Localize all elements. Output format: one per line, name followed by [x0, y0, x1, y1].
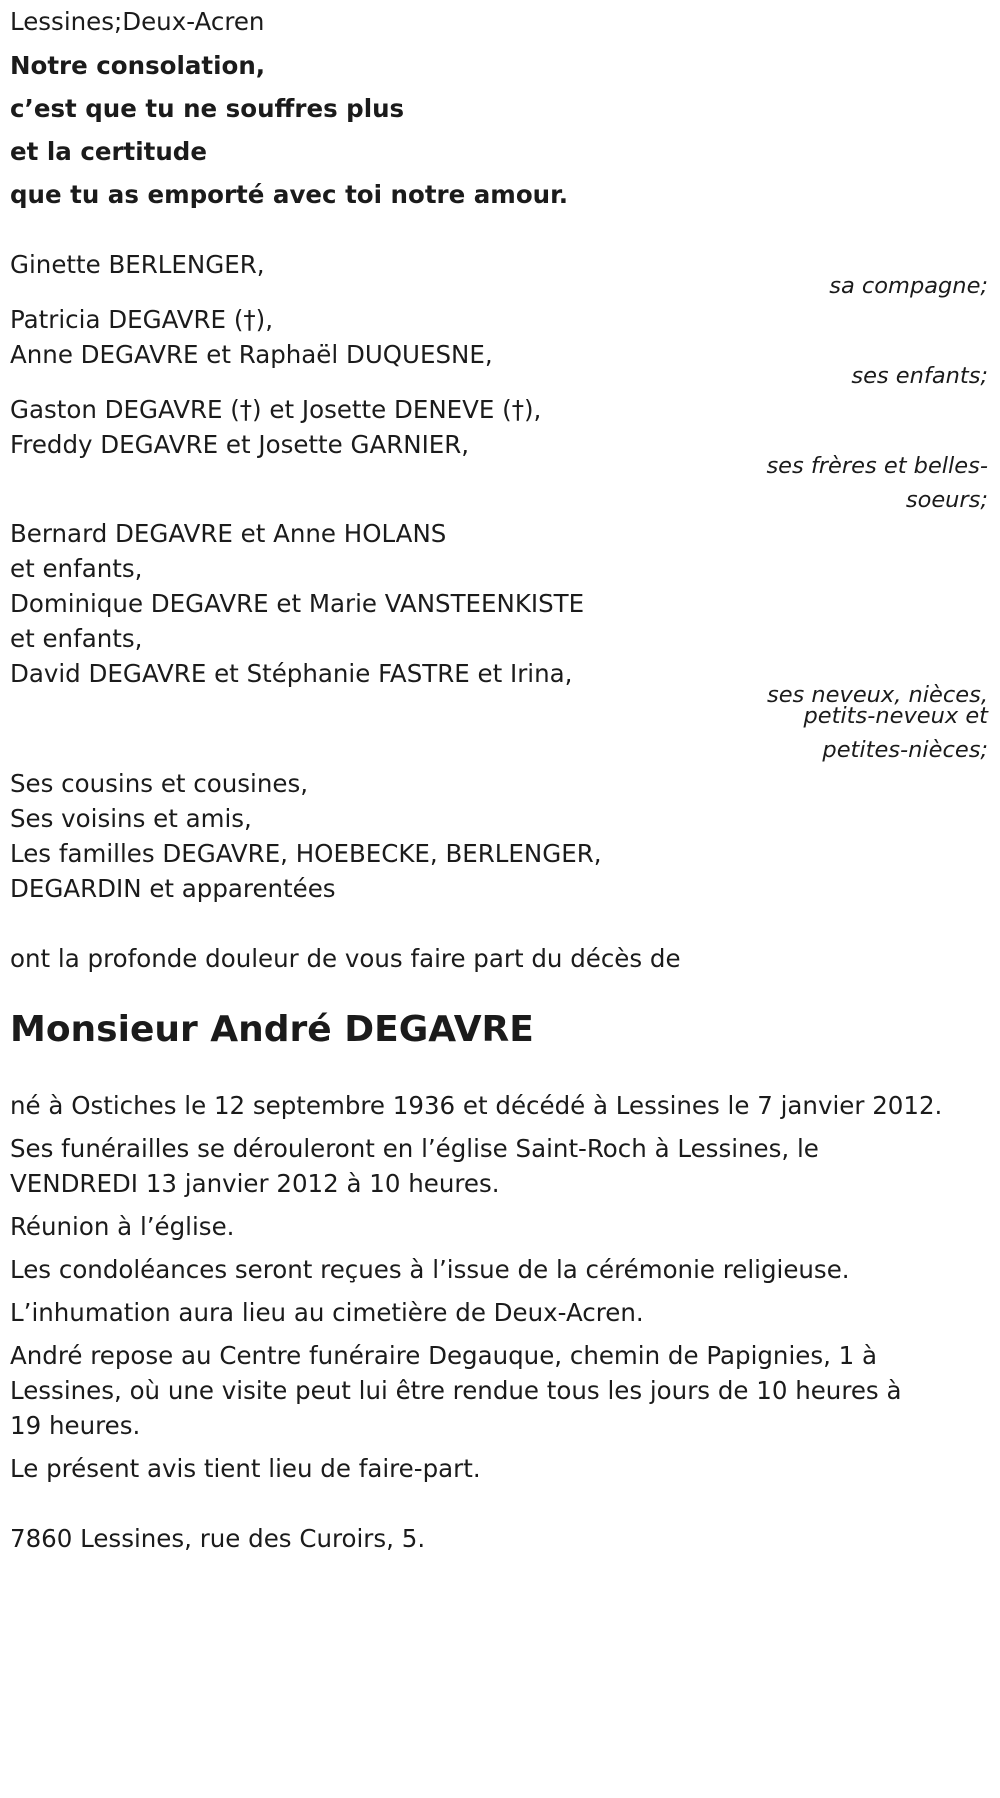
family-name: Ses voisins et amis, — [10, 804, 252, 833]
repose-text: André repose au Centre funéraire Degauque, chemin de Papignies, 1 à — [10, 1341, 878, 1370]
meeting-text: Réunion à l’église. — [10, 1212, 235, 1241]
family-name: Ses cousins et cousines, — [10, 769, 308, 798]
family-name: Dominique DEGAVRE et Marie VANSTEENKISTE — [10, 589, 585, 618]
verse-line: c’est que tu ne souffres plus — [10, 94, 405, 123]
family-name: et enfants, — [10, 624, 143, 653]
family-role: ses neveux, nièces, — [766, 682, 988, 708]
family-name: et enfants, — [10, 554, 143, 583]
family-name: Bernard DEGAVRE et Anne HOLANS — [10, 519, 447, 548]
deceased-name: Monsieur André DEGAVRE — [10, 1009, 534, 1050]
family-role: ses enfants; — [851, 363, 988, 389]
family-name: Gaston DEGAVRE (†) et Josette DENEVE (†), — [10, 395, 542, 424]
family-name: Les familles DEGAVRE, HOEBECKE, BERLENGER, — [10, 839, 602, 868]
location-header: Lessines;Deux-Acren — [10, 7, 265, 36]
family-name: Patricia DEGAVRE (†), — [10, 305, 273, 334]
family-role: ses frères et belles- — [766, 453, 988, 479]
family-role: sa compagne; — [829, 273, 988, 299]
verse-line: Notre consolation, — [10, 51, 266, 80]
condolences-text: Les condoléances seront reçues à l’issue de la cérémonie religieuse. — [10, 1255, 850, 1284]
funeral-text: Ses funérailles se dérouleront en l’église Saint-Roch à Lessines, le — [10, 1134, 819, 1163]
notice-text: Le présent avis tient lieu de faire-part. — [10, 1454, 481, 1483]
family-role: petites-nièces; — [822, 737, 988, 763]
birth-death-text: né à Ostiches le 12 septembre 1936 et décédé à Lessines le 7 janvier 2012. — [10, 1091, 943, 1120]
family-name: Freddy DEGAVRE et Josette GARNIER, — [10, 430, 470, 459]
repose-text: 19 heures. — [10, 1411, 141, 1440]
family-name: Ginette BERLENGER, — [10, 250, 265, 279]
family-name: Anne DEGAVRE et Raphaël DUQUESNE, — [10, 340, 493, 369]
family-name: DEGARDIN et apparentées — [10, 874, 336, 903]
family-role: soeurs; — [905, 487, 988, 513]
announcement-text: ont la profonde douleur de vous faire part du décès de — [10, 944, 681, 973]
verse-line: que tu as emporté avec toi notre amour. — [10, 180, 568, 209]
family-role: petits-neveux et — [803, 703, 988, 729]
verse-line: et la certitude — [10, 137, 207, 166]
address-text: 7860 Lessines, rue des Curoirs, 5. — [10, 1524, 426, 1553]
burial-text: L’inhumation aura lieu au cimetière de Deux-Acren. — [10, 1298, 644, 1327]
funeral-text: VENDREDI 13 janvier 2012 à 10 heures. — [10, 1169, 500, 1198]
repose-text: Lessines, où une visite peut lui être rendue tous les jours de 10 heures à — [10, 1376, 902, 1405]
family-name: David DEGAVRE et Stéphanie FASTRE et Irina, — [10, 659, 573, 688]
